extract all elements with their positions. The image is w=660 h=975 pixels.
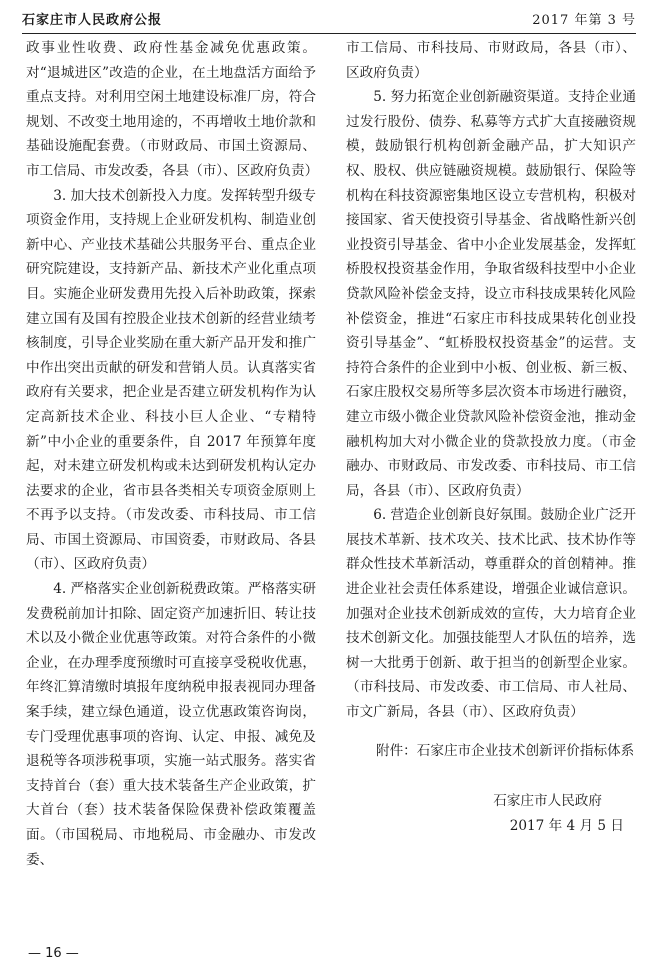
attachment-note [346,739,636,764]
attachment-title: 石家庄市企业技术创新评价指标体系 [416,742,635,759]
issue-number: 2017 年第 3 号 [532,13,636,28]
page-number: — 16 — [28,946,79,961]
paragraph-continuation: 市工信局、市科技局、市财政局，各县（市）、区政府负责） [346,40,636,81]
paragraph-item-3: 3. 加大技术创新投入力度。发挥转型升级专项资金作用，支持规上企业研发机构、制造业创新中心、产业技术基础公共服务平台、重点企业研究院建设，支持新产品、新技术产业化重点项目。实施企业研发费用先投入后补助政策，探索建立国有及国有控股企业技术创新的经营业绩考核制度，引导企业奖励在重大新产品开发和推广中作出突出贡献的研发和营销人员。认真落实省政府有关要求，把企业是否建立研发机构作为认定高新技术企业、科技小巨人企业、“专精特新”中小企业的重要条件，自 2017 年预算年度起，对未建立研发机构或未达到研发机构认定办法要求的企业，省市县各类相关专项资金原则上不再予以支持。（市发改委、市科技局、市工信局、市国土资源局、市国资委，市财政局、各县（市）、区政府负责） [26,187,316,573]
paragraph-item-4: 4. 严格落实企业创新税费政策。严格落实研发费税前加计扣除、固定资产加速折旧、转让技术以及小微企业优惠等政策。对符合条件的小微企业，在办理季度预缴时可直接享受税收优惠，年终汇算清缴时填报年度纳税申报表视同办理备案手续，建立绿色通道，设立优惠政策咨询岗，专门受理优惠事项的咨询、认定、申报、减免及退税等各项涉税事项，实施一站式服务。落实省支持首台（套）重大技术装备生产企业政策，扩大首台（套）技术装备保险保费补偿政策覆盖面。（市国税局、市地税局、市金融办、市发改委、 [26,581,316,868]
running-header [22,10,636,32]
header-rule [22,33,636,34]
attachment-label: 附件： [376,742,417,759]
paragraph-item-6: 6. 营造企业创新良好氛围。鼓励企业广泛开展技术革新、技术攻关、技术比武、技术协作等群众性技术革新活动，尊重群众的首创精神。推进企业社会责任体系建设，增强企业诚信意识。加强对企业技术创新成效的宣传，大力培育企业技术创新文化。加强技能型人才队伍的培养，选树一大批勇于创新、敢于担当的创新型企业家。（市科技局、市发改委、市工信局、市人社局、市文广新局，各县（市）、区政府负责） [346,507,636,721]
signatory: 石家庄市人民政府 [493,793,602,810]
publication-title: 石家庄市人民政府公报 [22,13,163,28]
paragraph-item-5: 5. 努力拓宽企业创新融资渠道。支持企业通过发行股份、债券、私募等方式扩大直接融资规模，鼓励银行机构创新金融产品，扩大知识产权、股权、供应链融资规模。鼓励银行、保险等机构在科技资源密集地区设立专营机构，积极对接国家、省天使投资引导基金、省战略性新兴创业投资引导基金、省中小企业发展基金，发挥虹桥股权投资基金作用，争取省级科技型中小企业贷款风险补偿金支持，设立市科技成果转化风险补偿资金，推进“石家庄市科技成果转化创业投资引导基金”、“虹桥股权投资基金”的运营。支持符合条件的企业到中小板、创业板、新三板、石家庄股权交易所等多层次资本市场进行融资，建立市级小微企业贷款风险补偿资金池，推动金融机构加大对小微企业的贷款投放力度。（市金融办、市财政局、市发改委、市科技局、市工信局，各县（市）、区政府负责） [346,89,636,499]
paragraph-continuation: 政事业性收费、政府性基金减免优惠政策。对“退城进区”改造的企业，在土地盘活方面给予重点支持。对利用空闲土地建设标准厂房，符合规划、不改变土地用途的，不再增收土地价款和基础设施配套费。（市财政局、市国土资源局、市工信局、市发改委，各县（市）、区政府负责） [26,40,319,179]
left-column [26,36,319,872]
right-column [346,36,636,838]
issue-date: 2017 年 4 月 5 日 [509,817,624,834]
